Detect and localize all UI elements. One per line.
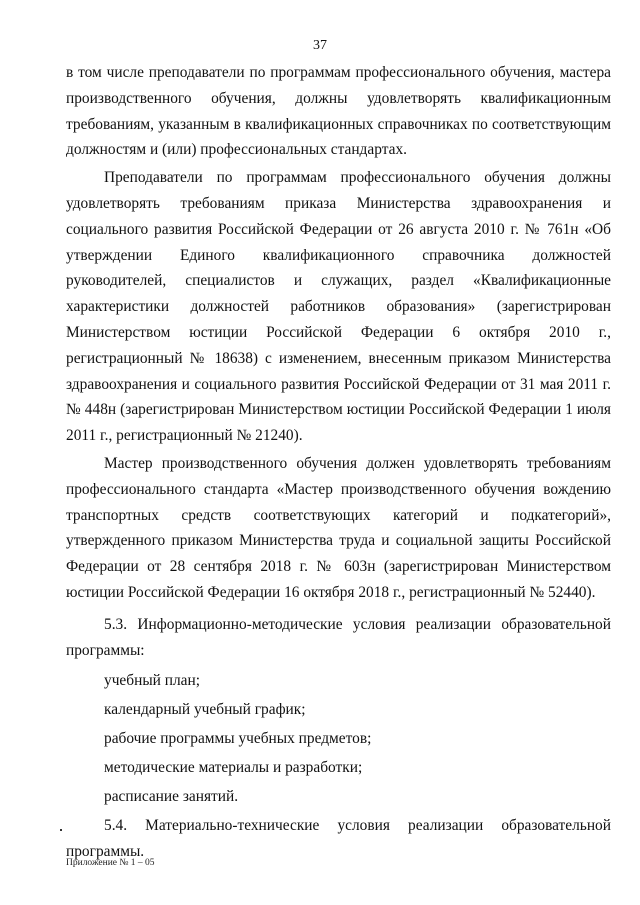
list-item: календарный учебный график; [104,701,306,719]
list-item: методические материалы и разработки; [104,759,363,777]
paragraph-qualification-requirements: в том числе преподаватели по программам профессионального обучения, мастера производственного обучения, должны удовлетворять квалификационным требованиям, указанным в квалификационных справочниках по соответствующим должностям и (или) профессиональных стандартах. [66,64,611,159]
list-item: расписание занятий. [104,788,239,806]
paragraph-teachers-requirements: Преподаватели по программам профессионального обучения должны удовлетворять требованиям приказа Министерства здравоохранения и социального развития Российской Федерации от 26 августа 2010 г. № 761н «Об утверждении Единого квалификационного справочника должностей руководителей, специалистов и служащих, раздел «Квалификационные характеристики должностей работников образования» (зарегистрирован Министерством юстиции Российской Федерации 6 октября 2010 г., регистрационный № 18638) с изменением, внесенным приказом Министерства здравоохранения и социального развития Российской Федерации от 31 мая 2011 г. № 448н (зарегистрирован Министерством юстиции Российской Федерации 1 июля 2011 г., регистрационный № 21240). [66,169,611,445]
scan-dot-mark [60,829,62,831]
section-5-3-heading: 5.3. Информационно-методические условия реализации образовательной программы: [66,615,611,659]
list-item: рабочие программы учебных предметов; [104,730,372,748]
page-number: 37 [313,38,327,53]
document-body [66,60,611,865]
list-item: учебный план; [104,672,201,690]
section-5-4-heading: 5.4. Материально-технические условия реализации образовательной программы. [66,817,611,861]
paragraph-master-requirements: Мастер производственного обучения должен удовлетворять требованиям профессионального стандарта «Мастер производственного обучения вождению транспортных средств соответствующих категорий и подкатегорий», утвержденного приказом Министерства труда и социальной защиты Российской Федерации от 28 сентября 2018 г. № 603н (зарегистрирован Министерством юстиции Российской Федерации 16 октября 2018 г., регистрационный № 52440). [66,454,611,601]
information-conditions-list [66,666,611,811]
page-footer: Приложение № 1 – 05 [66,858,155,868]
